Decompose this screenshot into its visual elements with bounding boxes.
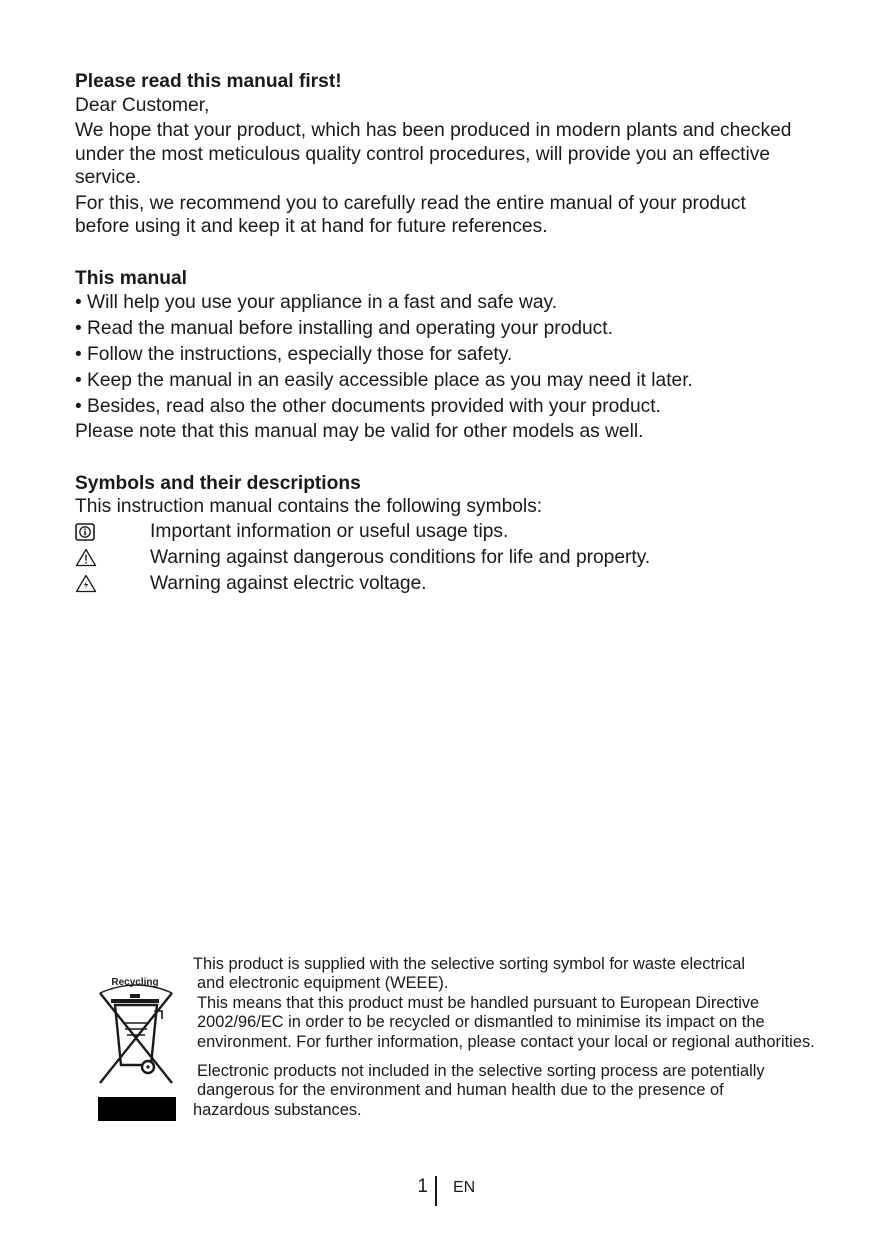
section-title-symbols: Symbols and their descriptions: [75, 472, 361, 494]
manual-note: Please note that this manual may be valid for other models as well.: [75, 421, 644, 442]
intro-paragraph-1: We hope that your product, which has been produced in modern plants and checked under the most meticulous quality control procedures, will provide you an effective service.: [75, 120, 792, 188]
manual-bullet: • Will help you use your appliance in a fast and safe way.: [75, 292, 558, 313]
weee-line-1: This product is supplied with the selective sorting symbol for waste electrical: [193, 955, 746, 973]
footer-divider: [435, 1176, 437, 1206]
weee-paragraph-3: Electronic products not included in the selective sorting process are potentially dangerous for the environment and human health due to the presence of: [197, 1062, 765, 1100]
symbol-description: Warning against electric voltage.: [150, 572, 427, 594]
manual-bullet: • Besides, read also the other documents provided with your product.: [75, 396, 661, 417]
electric-warning-icon: [75, 574, 150, 593]
greeting: Dear Customer,: [75, 94, 210, 116]
intro-paragraph-2: For this, we recommend you to carefully read the entire manual of your product before using it and keep it at hand for future references.: [75, 192, 746, 237]
page-number: 1: [417, 1176, 428, 1197]
language-code: EN: [453, 1179, 476, 1196]
weee-notice: [193, 955, 818, 1120]
manual-bullet: • Read the manual before installing and operating your product.: [75, 318, 613, 339]
symbol-description: Important information or useful usage tips.: [150, 520, 509, 542]
section-title-read-first: Please read this manual first!: [75, 71, 342, 92]
symbol-row-info: [75, 519, 805, 545]
weee-recycling-logo: [96, 977, 178, 1123]
weee-paragraph-2: This means that this product must be handled pursuant to European Directive 2002/96/EC in order to be recycled or dismantled to minimise its impact on the environment. For further information, please contact your local or regional authorities.: [197, 993, 815, 1051]
warning-triangle-icon: [75, 548, 150, 567]
symbol-row-electric: [75, 571, 805, 597]
manual-bullet: • Follow the instructions, especially those for safety.: [75, 344, 513, 365]
info-icon: [75, 523, 150, 541]
weee-paragraph-3-end: hazardous substances.: [193, 1100, 362, 1119]
main-content: [75, 70, 805, 597]
manual-bullet: • Keep the manual in an easily accessible place as you may need it later.: [75, 370, 693, 391]
symbols-intro: This instruction manual contains the following symbols:: [75, 496, 543, 517]
weee-line-2: and electronic equipment (WEEE).: [197, 974, 449, 993]
crossed-bin-icon: [96, 977, 178, 1123]
page-footer: [0, 1174, 874, 1206]
recycling-label: Recycling: [111, 977, 159, 988]
symbol-row-warning: [75, 545, 805, 571]
section-title-this-manual: This manual: [75, 267, 187, 289]
symbol-description: Warning against dangerous conditions for life and property.: [150, 546, 651, 568]
